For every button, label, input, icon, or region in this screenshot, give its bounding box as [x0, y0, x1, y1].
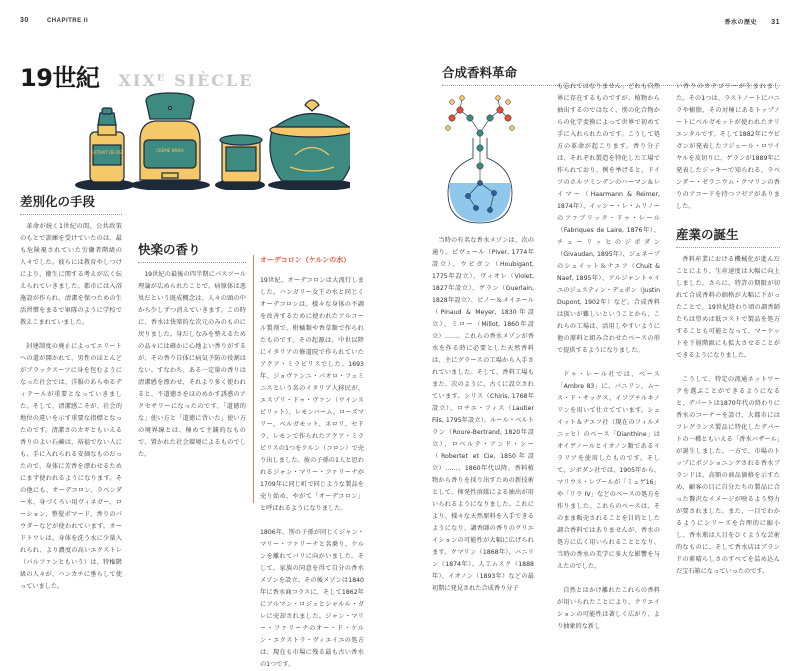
book-title-label: 香水の歴史: [724, 20, 758, 26]
section-differentiation: [20, 192, 122, 605]
sidebar-body: [260, 275, 364, 671]
paragraph: 19世紀、オーデコロンは大流行しました。ハンガリー女王の水と同じくオーデコロンは、様々な身体の不調を改善するために使われたアルコール製剤で、柑橘類や香草類で作られたものです。その起源は、中世以降にイタリアの修道院で作られていたアクア・ミラビリスでした。1693年、ジョヴァンニ・パオロ・フェミニスという名のイタリア人移民が、エスプリ・ドゥ・ヴァン（ワインスピリット）、レモンバーム、ローズマリー、ベルガモット、ネロリ、セドラ、レモンで作られたアクア・ミラビリスの1つをケルン（コロン）で売り出しました。彼の子孫の1人と思われるジャン・マリー・ファリーナが1709年に同じ町で同じような製品を売り始め、やがて「オーデコロン」と呼ばれるようになりました。: [260, 277, 364, 512]
section-heading: 差別化の手段: [20, 192, 122, 215]
page-number-right: 31: [771, 19, 780, 26]
paragraph: 当時の有名な香水メゾンは、次の通り。ピヴェール（Piver, 1774年設立）、ウビガン（Houbigant, 1775年設立）、ヴィオレ（Violet, 1827年設立）、ゲラン（Guerlain, 1828年設立）、ピノー＆メイエール（Pinaud & Meyer, 1830年設立）、ミロー（Millot, 1860年設立）……。これらの香水メゾンが香水を作る時に必要とした天然香料は、主にグラースの工場から入手されていました。そして、香料工場もまた、次のように、古くに設立されています。シリス（Chiris, 1768年設立）、ロチエ・フィス（Lautier Fils, 1795年設立）、ルール・ベルトラン（Roure-Bertrand, 1820年設立）、ロベルテ・アンド・シー（Robertet et Cie, 1850年設立）……。1860年代以降、香料植物から香りを採り出すための新技術として、揮発性溶媒による抽出が用いられるようになりました。これにより、様々な天然原料を入手できるようになり、調香師の香りのクリエイションの可能性が大幅に広げられます。クマリン（1868年）、バニリン（1874年）、人工ムスク（1888年）、イオノン（1893年）などの最初期に発見された合成香り分子: [432, 237, 534, 592]
svg-text:CRÈME NIVEA: CRÈME NIVEA: [156, 148, 184, 153]
left-running-head: [20, 17, 88, 24]
molecule-flask-illustration: [440, 88, 520, 228]
paragraph: 封建制度の廃止によってエリートへの道が開かれて、男性のほとんどがブラックスーツに身を包むようになった社会では、洋服のあらゆるディテールが重要となっていきました。そして、清潔感こそが、社会的地位の違いを示す重要な指標となったのです。清潔さのカギともいえる香りのよい石鹸は、裕福でない人にも、手に入れられる安価なものだったので、身体に芳香を漂わせるためにまず使われるようになります。その他にも、オーデコロン、ラベンダー水、身づくろい用ヴィネガー、ローション、整髪ポマード、香りのパウダーなどが使われています。オードトワレは、身体を洗う水に少量入れられ、より濃度の高いエクストレ（パルファンともいう）は、特権階級の人々が、ハンカチに垂らして使っていました。: [20, 343, 122, 590]
section-body: [676, 254, 780, 578]
paragraph: 自然とはかけ離れたこれらの香料が用いられたことにより、クリエイションの可能性は著しく広がり、より抽象的な新し: [557, 587, 660, 630]
page-number-left: 30: [20, 17, 29, 24]
right-running-head: [725, 17, 780, 26]
section-body: [138, 269, 246, 461]
paragraph: も忘れてはなりません。どれも自然界に存在するものですが、植物から抽出するのではなく、別の化合物からの化学変換によって世界で初めて手に入れられたのです。こうして処方の革命が起こります。香り分子は、それぞれ製造を特化した工場で作られており、例を挙げると、ドイツのホルツミンデンのハーマン＆レイマー（Haarmann & Reimer, 1874年）、イッシー・レ・ムリノーのファブリック・ドゥ・レール（Fabriques de Laire, 1876年）、チューリッヒのジボダン（Givaudan, 1895年）、ジュネーブのシュイット＆ナエフ（Chuit & Naef, 1895年）、アルジャントゥイユのジュスティン・デュポン（Justin Dupont, 1902年）など。合成香料は扱いが難しいということから、これらの工場は、活用しやすいように他の原料と組み合わせたベースの形で提供するようになりました。: [557, 83, 660, 354]
synthetic-column-3: [676, 81, 780, 225]
section-pleasure-scent: [138, 240, 246, 473]
chapter-label: CHAPITRE II: [46, 18, 89, 24]
paragraph: こうして、特定の流通ネットワークを選ぶことができるようになると、デパートは1870年代の終わりに香水のコーナーを設け、大都市にはフレグランス製品に特化したデパートの一種ともいえる「香水バザール」が誕生しました。一方で、市場のトップにポジショニングされる香水ブランドは、高額の商品価格を示すため、顧客の目に自分たちの製品に合った贅沢なイメージが映るよう努力が要されました。また、一目でわかるようにシリーズを合理的に縮小し、香水瓶は人目をひくような芸術的なものに、そして香水店はブランドの素晴らしさのすべてを詰め込んだ宝石箱になっていったのです。: [676, 376, 780, 575]
paragraph: 香料産業における機械化が進んだことにより、生産速度は大幅に向上しました。さらに、特許の期限が切れて合成香料の価格が大幅に下がったことで、19世紀終わり頃の調香師たちは望めば低コストで製品を処方することも可能となって、マーケットを下層階級にも拡大させることができるようになりました。: [676, 256, 780, 359]
paragraph: い香りのカテゴリーが生まれました。その1つは、ラストノートにバニラや樹脂、その対極にあるトップノートにベルガモットが使われたオリエンタルです。そして1882年にウビガンが発表したフジェール・ロワイヤルを皮切りに、ゲランが1889年に発表したジッキーで知られる、ラベンダー・ゼラニウム・クマリンの香りのアコードを持つフゼアがありました。: [676, 83, 780, 210]
title-japanese: 19世紀: [20, 64, 100, 92]
title-french: XIXᴱ SIÈCLE: [118, 71, 254, 90]
paragraph: ドゥ・レール社では、ベース「Ambre 83」に、バニリン、ムース・ド・サックス、イソブチルキノリンを用いて仕立てています。シュイット＆ナエフ社（現在のフィルメニッヒ）のベース「Dianthine」はオイゲノールとイオノン類であるイラリアを使用したものです。そして、ジボダン社では、1905年から、マリウス・レブールが「ミュゲ16」や「リラ IV」などのベースの処方を作りました。これらのベースは、そのまま販売されることを目的とした調合香料ではありませんが、香水の処方に広く用いられることとなり、当時の香水の美学に多大な影響を与えたのでした。: [557, 371, 660, 570]
section-heading-synthetic-revolution: 合成香料革命: [442, 63, 780, 86]
sidebar-eau-de-cologne: [253, 255, 364, 668]
section-body: [20, 221, 122, 593]
paragraph: 革命が続く1世紀の間、公共政策のもとで訓練を受けていたのは、最も危険視されていた労働者階級の人々でした。彼らには教育やしつけにより、衛生に関する考えが広く伝えられていきました。都市には入浴施設が作られ、清潔を保つための生活習慣をまるで軍隊のように学校で教えこまれていました。: [20, 223, 122, 326]
section-birth-of-industry: [676, 225, 780, 590]
cosmetic-jars-illustration: [50, 85, 350, 190]
synthetic-column-1: [432, 235, 534, 607]
sidebar-heading: オーデコロン（ケルンの水）: [260, 256, 351, 264]
synthetic-column-2: [557, 81, 660, 645]
section-heading: 産業の誕生: [676, 225, 780, 248]
section-heading: 快楽の香り: [138, 240, 246, 263]
paragraph: 19世紀の最後の四半期にパスツール理論が広められたことで、病原体は悪臭だという既成概念は、人々の頭の中から少しずつ消えていきます。この時に、香水は快楽的な次元のみのものに戻りました。身だしなみを整えるための品々には確かに心地よい香りがするが、その香り自体に病気予防の役割はない。すなわち、ある一定量の香りは清潔感を漂わせ、それより多く使われると、不道徳さをほのめかす誘惑のアクセサリーになったのです。「道徳的な」使い方と「道徳に背いた」使い方の境界線とは、極めて主観的なもので、置かれた社会環境によるものでした。: [138, 271, 246, 458]
paragraph: 1806年、別の子孫が同じくジャン・マリー・ファリーナと名乗り、ケルンを離れてパリに向かいました。そして、家族の同意を得て自分の香水メゾンを設立。その後メゾンは1840年に香水商コラスに、そして1862年にアルマン・ロジェとシャルル・ガレに売却されました。ジャン・マリー・ファリーナのオー・ド・ケルン・エクストラ・ヴィエイユの処方は、現在も市場に残る最も古い香水の1つです。: [260, 529, 364, 668]
svg-text:EXTRAIT DE RIZ: EXTRAIT DE RIZ: [91, 150, 123, 155]
